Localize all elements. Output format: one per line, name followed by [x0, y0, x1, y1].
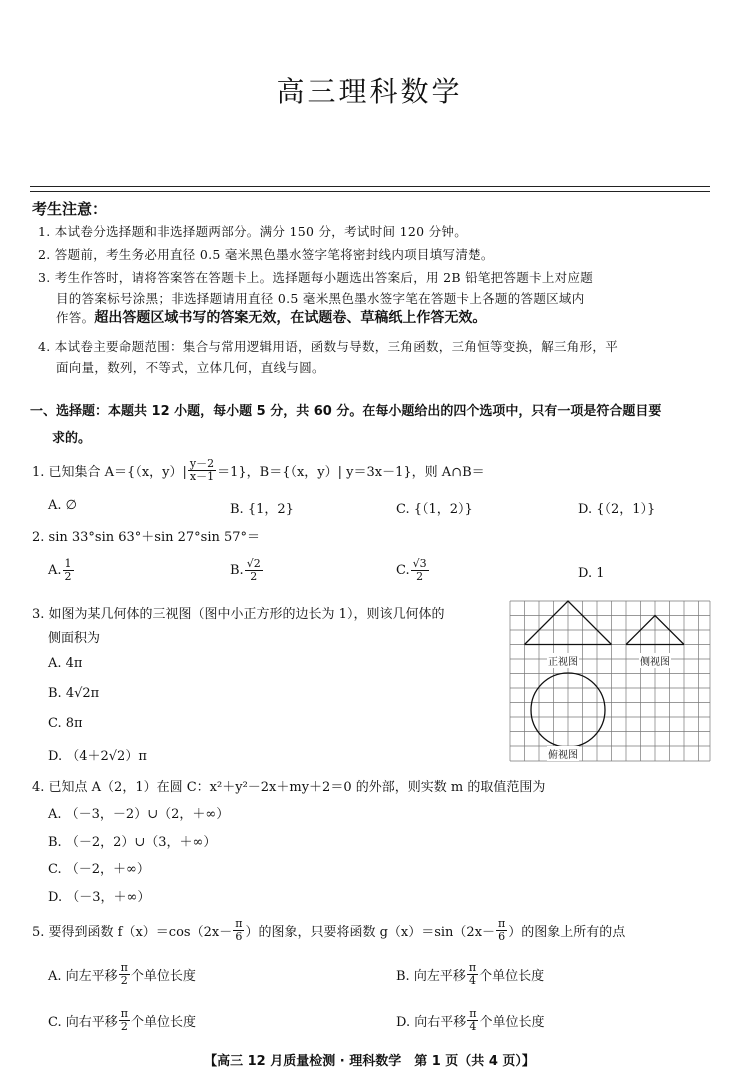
- q5-frac-1-num: π: [235, 917, 243, 930]
- q5-b-den: 4: [468, 973, 476, 987]
- q2-option-a: [48, 558, 75, 582]
- q2-option-c-fraction: [411, 558, 429, 582]
- question-1-stem: [32, 458, 485, 482]
- q1-option-b: B. {1，2}: [230, 502, 294, 517]
- q5-option-b: [396, 962, 544, 986]
- divider-bottom: [30, 191, 710, 192]
- view-outlines: [525, 601, 685, 747]
- question-2-stem: 2. sin 33°sin 63°＋sin 27°sin 57°＝: [32, 530, 261, 545]
- question-3-stem-line1: 3. 如图为某几何体的三视图（图中小正方形的边长为 1），则该几何体的: [32, 607, 445, 622]
- question-3-stem-line2: 侧面积为: [48, 631, 101, 646]
- q5-c-den: 2: [120, 1019, 128, 1033]
- divider-top: [30, 186, 710, 187]
- three-view-grid-svg: [509, 600, 711, 762]
- q2-a-den: 2: [64, 569, 72, 583]
- q2-b-den: 2: [250, 569, 258, 583]
- q1-option-a: A. ∅: [48, 498, 77, 513]
- notice-heading: 考生注意：: [32, 200, 108, 218]
- q1-stem-a: 1. 已知集合 A＝{（x，y）|: [32, 464, 187, 480]
- q4-option-a: A. （－3，－2）∪（2，＋∞）: [48, 807, 230, 822]
- q5-stem-a: 5. 要得到函数 f（x）＝cos（2x－: [32, 924, 233, 940]
- front-view-label: 正视图: [547, 653, 579, 668]
- q5-a-den: 2: [120, 973, 128, 987]
- q5-frac-1: [233, 918, 244, 942]
- section-heading-line2: 求的。: [52, 431, 92, 446]
- q5-frac-2-num: π: [498, 917, 506, 930]
- q5-option-d: [396, 1008, 544, 1032]
- section-heading-line1: 一、选择题：本题共 12 小题，每小题 5 分，共 60 分。在每小题给出的四个选项中，只有一项是符合题目要: [30, 404, 662, 419]
- q2-c-den: 2: [416, 569, 424, 583]
- q1-option-d: D. {（2，1）}: [578, 502, 656, 517]
- question-5-stem: [32, 918, 625, 942]
- q5-d-num: π: [469, 1007, 477, 1020]
- q5-c-num: π: [120, 1007, 128, 1020]
- q5-c-fraction: [119, 1008, 130, 1032]
- notice-item-4-line2: 面向量，数列，不等式，立体几何，直线与圆。: [56, 360, 325, 375]
- three-view-figure: [509, 600, 711, 762]
- q2-a-num: 1: [64, 557, 72, 570]
- q1-frac-den: x－1: [189, 469, 215, 483]
- q5-frac-2: [496, 918, 507, 942]
- q2-option-a-fraction: [63, 558, 74, 582]
- notice-item-3-line2: 目的答案标号涂黑；非选择题请用直径 0.5 毫米黑色墨水签字笔在答题卡上各题的答题区域内: [56, 291, 585, 306]
- q1-frac-num: y－2: [189, 457, 215, 470]
- side-view-label: 侧视图: [639, 653, 671, 668]
- q5-b-fraction: [467, 962, 478, 986]
- q2-option-d: D. 1: [578, 566, 605, 581]
- notice-warning: 超出答题区域书写的答案无效，在试题卷、草稿纸上作答无效。: [94, 310, 487, 326]
- q3-option-d: D. （4＋2√2）π: [48, 749, 147, 764]
- q5-frac-2-den: 6: [498, 929, 506, 943]
- q5-b-num: π: [468, 961, 477, 974]
- notice-item-3-line1: 3. 考生作答时，请将答案答在答题卡上。选择题每小题选出答案后，用 2B 铅笔把答题卡上对应题: [38, 270, 594, 285]
- q5-option-a: [48, 962, 196, 986]
- notice-item-1: 1. 本试卷分选择题和非选择题两部分。满分 150 分，考试时间 120 分钟。: [38, 224, 468, 239]
- q5-a-fraction: [119, 962, 130, 986]
- q4-option-c: C. （－2，＋∞）: [48, 862, 150, 877]
- q5-a-text: A. 向左平移: [48, 968, 118, 984]
- notice-item-2: 2. 答题前，考生务必用直径 0.5 毫米黑色墨水签字笔将密封线内项目填写清楚。: [38, 247, 494, 262]
- notice-item-4-line1: 4. 本试卷主要命题范围：集合与常用逻辑用语，函数与导数，三角函数，三角恒等变换，解三角形，平: [38, 339, 619, 354]
- q5-b-text: B. 向左平移: [396, 968, 466, 984]
- q4-option-b: B. （－2，2）∪（3，＋∞）: [48, 835, 217, 850]
- q5-frac-1-den: 6: [235, 929, 243, 943]
- page-footer: 【高三 12 月质量检测 · 理科数学 第 1 页（共 4 页）】: [204, 1054, 535, 1069]
- q2-b-num: √2: [246, 557, 261, 570]
- q2-option-b-label: B.: [230, 562, 244, 578]
- page-title: 高三理科数学: [276, 75, 463, 108]
- q5-stem-c: ）的图象上所有的点: [508, 924, 626, 940]
- q2-option-c-label: C.: [396, 562, 410, 578]
- q2-option-a-label: A.: [48, 562, 62, 578]
- q2-option-b: [230, 558, 264, 582]
- notice-item-3-line3: [56, 307, 486, 327]
- q5-c-unit: 个单位长度: [130, 1014, 196, 1030]
- q2-option-b-fraction: [245, 558, 263, 582]
- q4-option-d: D. （－3，＋∞）: [48, 890, 151, 905]
- q2-c-num: √3: [412, 557, 427, 570]
- top-view-label: 俯视图: [547, 746, 579, 761]
- q5-d-fraction: [467, 1008, 478, 1032]
- q5-d-unit: 个单位长度: [479, 1014, 545, 1030]
- q3-option-c: C. 8π: [48, 716, 83, 731]
- q5-c-text: C. 向右平移: [48, 1014, 118, 1030]
- q3-option-b: B. 4√2π: [48, 686, 100, 701]
- q1-fraction: [188, 458, 216, 482]
- q2-option-c: [396, 558, 430, 582]
- q3-option-a: A. 4π: [48, 656, 83, 671]
- q5-b-unit: 个单位长度: [479, 968, 545, 984]
- q5-a-unit: 个单位长度: [130, 968, 196, 984]
- q1-stem-b: ＝1}，B＝{（x，y）| y＝3x－1}，则 A∩B＝: [217, 464, 485, 480]
- q5-option-c: [48, 1008, 196, 1032]
- q5-stem-b: ）的图象，只要将函数 g（x）＝sin（2x－: [245, 924, 496, 940]
- q5-d-den: 4: [469, 1019, 477, 1033]
- q5-d-text: D. 向右平移: [396, 1014, 467, 1030]
- q1-option-c: C. {（1，2）}: [396, 502, 473, 517]
- grid-lines: [510, 601, 710, 761]
- notice-item-3-prefix: 作答。: [56, 310, 95, 325]
- question-4-stem: 4. 已知点 A（2，1）在圆 C：x²＋y²－2x＋my＋2＝0 的外部，则实数 m 的取值范围为: [32, 780, 546, 795]
- q5-a-num: π: [120, 961, 128, 974]
